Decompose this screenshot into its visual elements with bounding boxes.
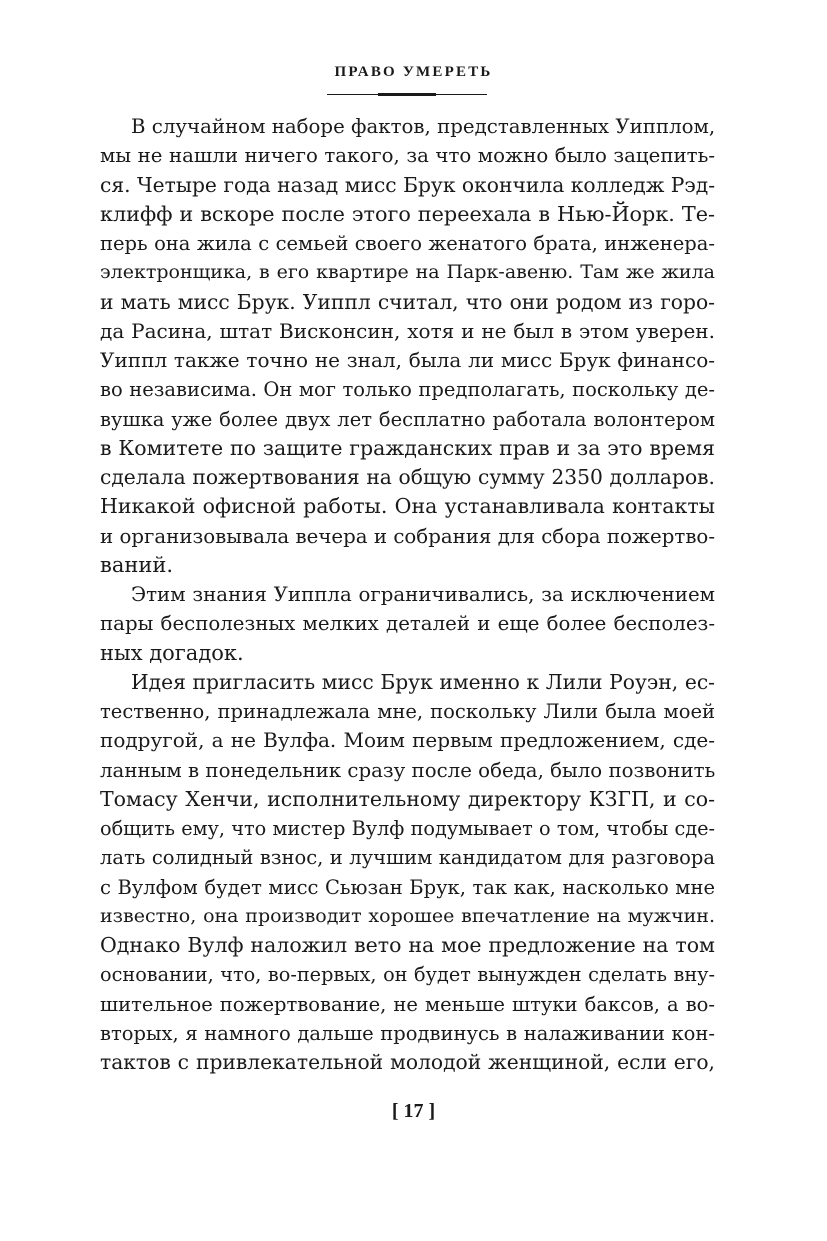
text-line: Томасу Хенчи, исполнительному директору КЗГП, и со- xyxy=(100,786,715,811)
text-line: и организовывала вечера и собрания для сбора пожертво- xyxy=(100,524,715,548)
text-line: ся. Четыре года назад мисс Брук окончила колледж Рэд- xyxy=(100,172,715,197)
text-line: клифф и вскоре после этого переехала в Нью-Йорк. Те- xyxy=(100,201,715,226)
text-line: вторых, я намного дальше продвинусь в налаживании кон- xyxy=(100,1021,715,1045)
text-line: и мать мисс Брук. Уиппл считал, что они родом из горо- xyxy=(100,289,715,314)
text-line: мы не нашли ничего такого, за что можно было зацепить- xyxy=(100,144,715,168)
header-rule-accent xyxy=(378,93,436,96)
text-line: Никакой офисной работы. Она устанавливала контакты xyxy=(100,494,715,519)
text-line: основании, что, во-первых, он будет вынужден сделать вну- xyxy=(100,963,715,987)
text-line: шительное пожертвование, не меньше штуки баксов, а во- xyxy=(100,992,715,1016)
text-line: подругой, а не Вулфа. Моим первым предложением, сде- xyxy=(100,728,715,753)
text-line: тественно, принадлежала мне, поскольку Лили была моей xyxy=(100,700,715,723)
text-line: лать солидный взнос, и лучшим кандидатом для разговора xyxy=(100,846,715,870)
text-line: Этим знания Уиппла ограничивались, за исключением xyxy=(131,583,715,606)
text-line: тактов с привлекательной молодой женщиной, если его, xyxy=(100,1050,715,1074)
text-line: да Расина, штат Висконсин, хотя и не был в этом уверен. xyxy=(100,318,715,343)
text-line: ных догадок. xyxy=(100,640,244,665)
text-line: известно, она производит хорошее впечатление на мужчин. xyxy=(100,904,715,927)
text-line: общить ему, что мистер Вулф подумывает о том, чтобы сде- xyxy=(100,817,715,840)
page-number: [ 17 ] xyxy=(391,1100,436,1122)
text-line: сделала пожертвования на общую сумму 2350 долларов. xyxy=(100,465,715,489)
body-text xyxy=(100,112,715,1077)
text-line: пары бесполезных мелких деталей и еще более бесполез- xyxy=(100,612,715,636)
text-line: В случайном наборе фактов, представленных Уипплом, xyxy=(131,115,715,138)
running-head-title: ПРАВО УМЕРЕТЬ xyxy=(334,64,493,80)
text-line: с Вулфом будет мисс Сьюзан Брук, так как, насколько мне xyxy=(100,875,715,899)
text-line: Уиппл также точно не знал, была ли мисс Брук финансо- xyxy=(100,348,715,372)
text-line: электронщика, в его квартире на Парк-авеню. Там же жила xyxy=(100,261,715,284)
text-line: в Комитете по защите гражданских прав и за это время xyxy=(100,435,715,460)
text-line: ваний. xyxy=(100,552,174,577)
text-line: Однако Вулф наложил вето на мое предложение на том xyxy=(100,933,715,957)
text-line: вушка уже более двух лет бесплатно работала волонтером xyxy=(100,407,715,431)
text-line: ланным в понедельник сразу после обеда, было позвонить xyxy=(100,758,715,782)
text-line: во независима. Он мог только предполагать, поскольку де- xyxy=(100,378,715,402)
text-line: перь она жила с семьей своего женатого брата, инженера- xyxy=(100,232,715,255)
text-line: Идея пригласить мисс Брук именно к Лили Роуэн, ес- xyxy=(131,669,715,694)
